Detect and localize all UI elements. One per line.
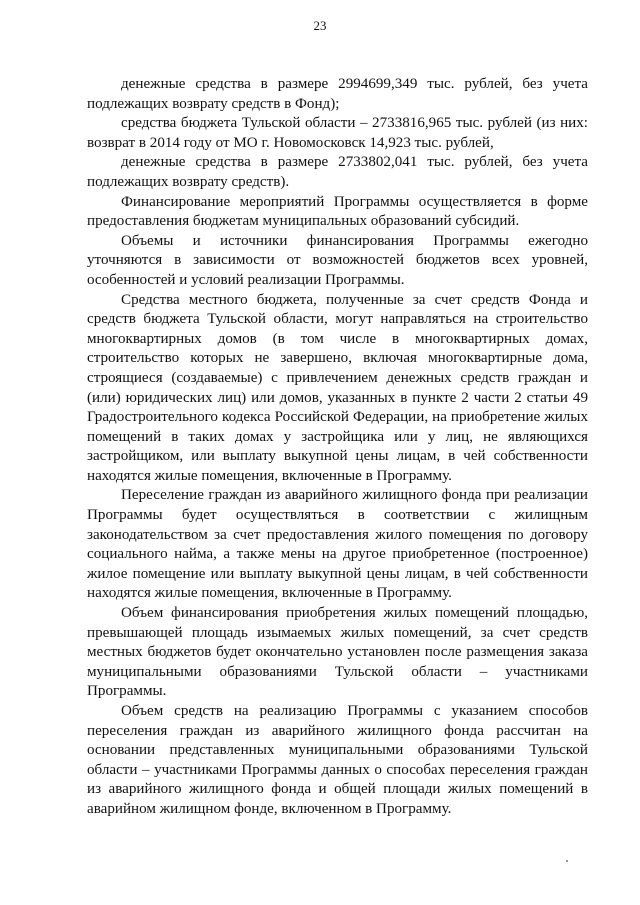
paragraph-resettlement: Переселение граждан из аварийного жилищного фонда при реализации Программы будет осуществляться в соответствии с жилищным законодательством за счет предоставления жилого помещения по договору социального найма, а также мены на другое приобретенное (построенное) жилое помещение или выплату выкупной цены лицам, в чей собственности находятся жилые помещения, включенные в Программу. (87, 487, 588, 602)
page-number: 23 (313, 18, 327, 33)
paragraph-financing-form: Финансирование мероприятий Программы осуществляется в форме предоставления бюджетам муниципальных образований субсидий. (87, 193, 588, 230)
paragraph-calculation: Объем средств на реализацию Программы с указанием способов переселения граждан из аварийного жилищного фонда рассчитан на основании представленных муниципальными образованиями Тульской области – участниками Программы данных о способах переселения граждан из аварийного жилищного фонда и общей площади жилых помещений в аварийном жилищном фонде, включенном в Программу. (87, 703, 588, 817)
paragraph-regional-budget: средства бюджета Тульской области – 2733816,965 тыс. рублей (из них: возврат в 2014 году от МО г. Новомосковск 14,923 тыс. рублей, (87, 115, 588, 151)
paragraph-excess-area: Объем финансирования приобретения жилых помещений площадью, превышающей площадь изымаемых жилых помещений, за счет средств местных бюджетов будет окончательно установлен после размещения заказа муниципальными образованиями Тульской области – участниками Программы. (87, 605, 588, 700)
paragraph-funds-fund: денежные средства в размере 2994699,349 тыс. рублей, без учета подлежащих возврату средств в Фонд); (87, 76, 588, 112)
paragraph-financing-volumes: Объемы и источники финансирования Программы ежегодно уточняются в зависимости от возможностей бюджетов всех уровней, особенностей и условий реализации Программы. (87, 232, 588, 288)
paragraph-local-budget-use: Средства местного бюджета, полученные за счет средств Фонда и средств бюджета Тульской области, могут направляться на строительство многоквартирных домов (в том числе в многоквартирных домах, строительство которых не завершено, включая многоквартирные дома, строящиеся (создаваемые) с привлечением денежных средств граждан и (или) юридических лиц) или домов, указанных в пункте 2 части 2 статьи 49 Градостроительного кодекса Российской Федерации, на приобретение жилых помещений в таких домах у застройщика или у лиц, не являющихся застройщиком, или выплату выкупной цены лицам, в чей собственности находятся жилые помещения, включенные в Программу. (87, 291, 588, 484)
document-body (87, 75, 588, 820)
paragraph-regional-funds: денежные средства в размере 2733802,041 тыс. рублей, без учета подлежащих возврату средств). (87, 154, 588, 190)
scan-speck (566, 860, 568, 862)
